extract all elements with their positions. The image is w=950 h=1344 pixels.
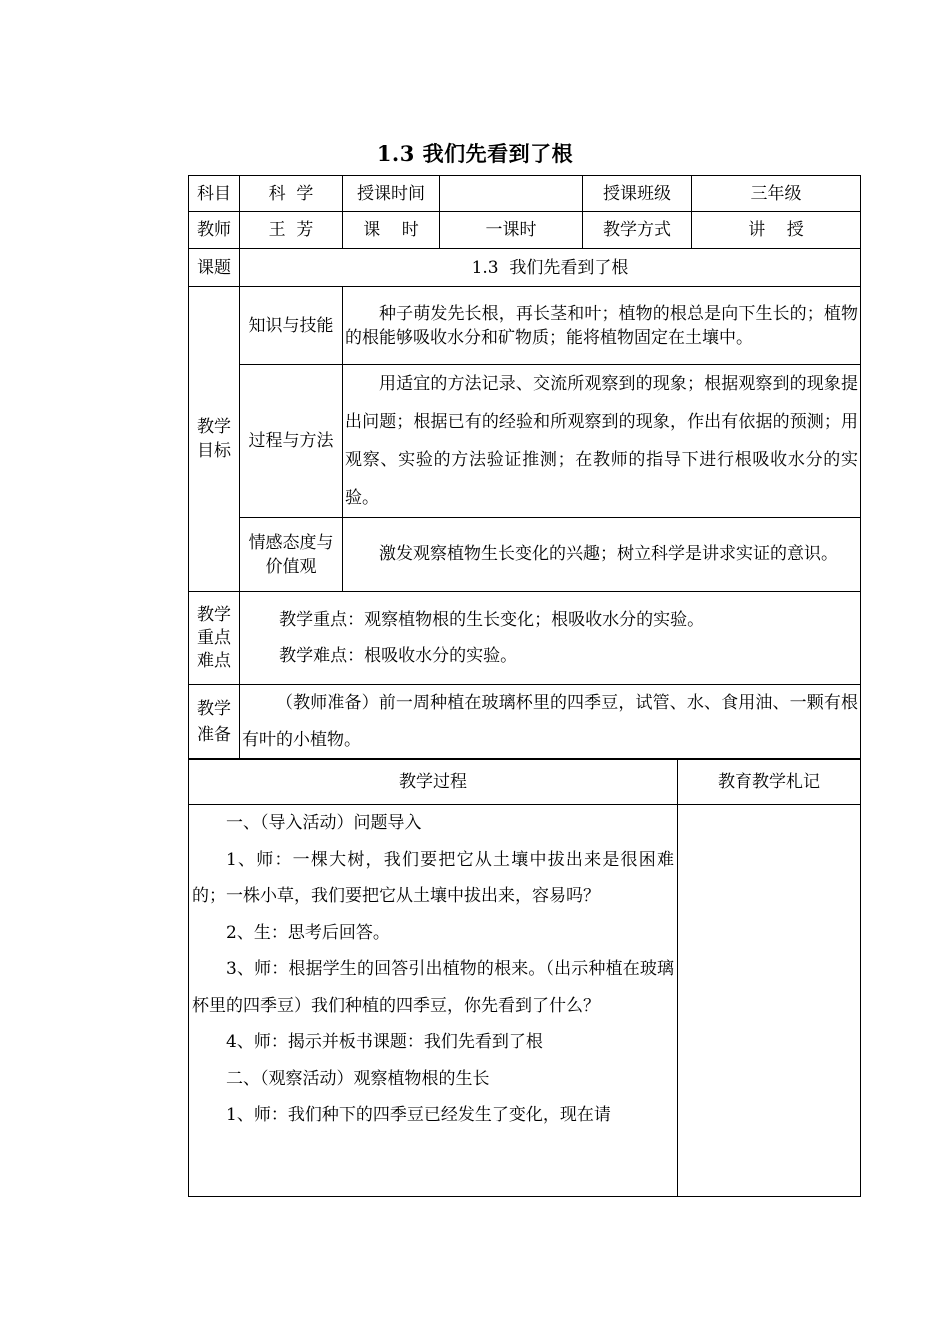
topic-value: 1.3 我们先看到了根: [240, 249, 861, 287]
process-paragraph: 3、师：根据学生的回答引出植物的根来。（出示种植在玻璃杯里的四季豆）我们种植的四季豆，你先看到了什么？: [192, 959, 674, 1016]
goals-label: [189, 287, 240, 592]
key-points-content: [240, 592, 861, 685]
goals-label-text: 教学目标: [197, 417, 231, 461]
process-paragraph: 1、师：一棵大树，我们要把它从土壤中拔出来是很困难的；一株小草，我们要把它从土壤中拔出来，容易吗？: [192, 849, 674, 906]
knowledge-label: 知识与技能: [240, 287, 343, 365]
process-paragraph: 1、师：我们种下的四季豆已经发生了变化，现在请: [226, 1105, 611, 1125]
page-title: 1.3 我们先看到了根: [376, 141, 574, 166]
method-value: 讲 授: [692, 212, 861, 249]
difficulty-text: 教学难点：根吸收水分的实验。: [279, 646, 518, 666]
process-paragraph: 4、师：揭示并板书课题：我们先看到了根: [226, 1032, 543, 1052]
prep-text: （教师准备）前一周种植在玻璃杯里的四季豆，试管、水、食用油、一颗有根有叶的小植物。: [240, 685, 861, 760]
emotion-text: 激发观察植物生长变化的兴趣；树立科学是讲求实证的意识。: [343, 518, 861, 592]
period-label: 课 时: [343, 212, 440, 249]
lesson-info-table: [188, 175, 861, 760]
subject-label: 科目: [189, 176, 240, 212]
key-points-label: [189, 592, 240, 685]
notes-content: [678, 805, 861, 1197]
prep-label: [189, 685, 240, 760]
prep-label-text: 教学准备: [197, 699, 231, 745]
method-label: 教学方式: [583, 212, 692, 249]
process-paragraph: 一、（导入活动）问题导入: [226, 813, 422, 833]
process-method-text: 用适宜的方法记录、交流所观察到的现象；根据观察到的现象提出问题；根据已有的经验和所观察到的现象，作出有依据的预测；用观察、实验的方法验证推测；在教师的指导下进行根吸收水分的实验。: [343, 365, 861, 518]
period-value: 一课时: [440, 212, 583, 249]
class-value: 三年级: [692, 176, 861, 212]
teaching-process-table: [188, 758, 861, 1197]
knowledge-text: 种子萌发先长根，再长茎和叶；植物的根总是向下生长的；植物的根能够吸收水分和矿物质；能将植物固定在土壤中。: [343, 287, 861, 365]
process-method-label: 过程与方法: [240, 365, 343, 518]
time-value: [440, 176, 583, 212]
process-header: 教学过程: [189, 759, 678, 805]
subject-value: 科 学: [240, 176, 343, 212]
teacher-value: 王 芳: [240, 212, 343, 249]
process-paragraph: 二、（观察活动）观察植物根的生长: [226, 1068, 490, 1089]
emotion-label: [240, 518, 343, 592]
emotion-label-text: 情感态度与价值观: [248, 532, 334, 577]
topic-label: 课题: [189, 249, 240, 287]
class-label: 授课班级: [583, 176, 692, 212]
focus-text: 教学重点：观察植物根的生长变化；根吸收水分的实验。: [279, 610, 705, 630]
teacher-label: 教师: [189, 212, 240, 249]
time-label: 授课时间: [343, 176, 440, 212]
process-content: [189, 805, 678, 1197]
key-points-label-text: 教学重点难点: [197, 604, 231, 671]
notes-header: 教育教学札记: [678, 759, 861, 805]
process-paragraph: 2、生：思考后回答。: [226, 922, 390, 943]
